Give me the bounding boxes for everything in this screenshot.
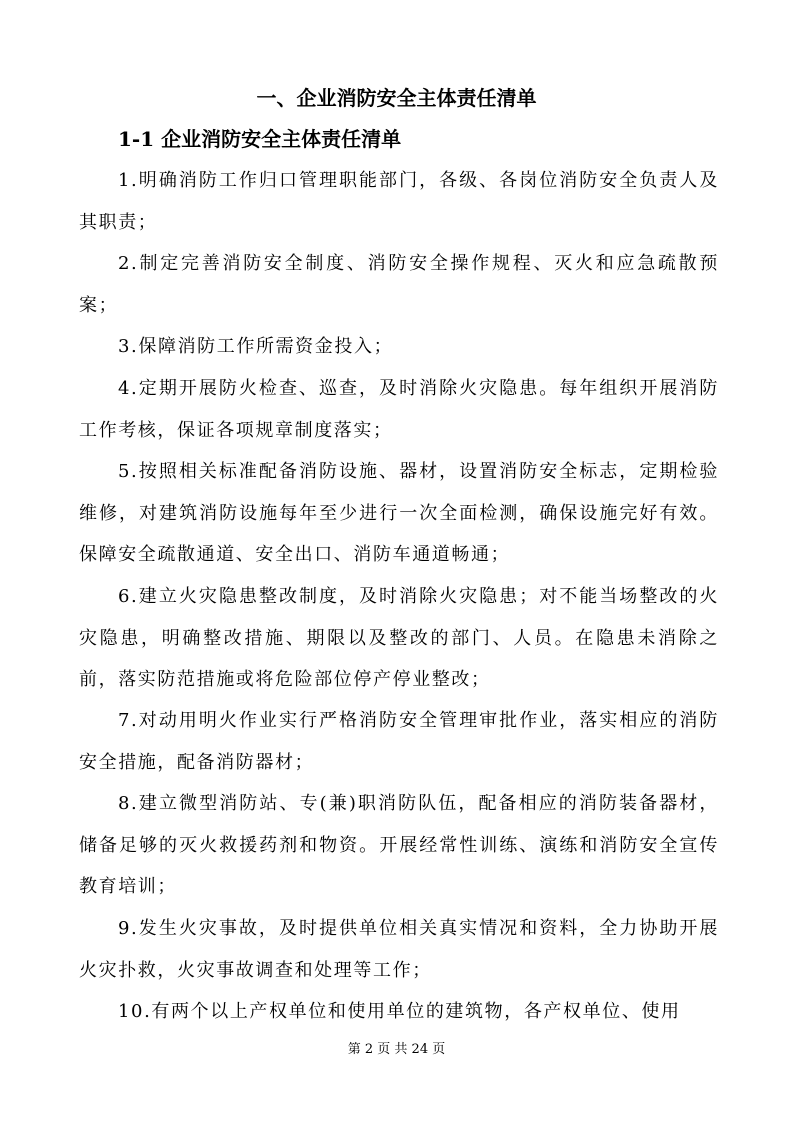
list-item: 1.明确消防工作归口管理职能部门，各级、各岗位消防安全负责人及其职责； bbox=[79, 170, 719, 233]
section-heading: 1-1 企业消防安全主体责任清单 bbox=[118, 127, 402, 151]
list-item: 3.保障消防工作所需资金投入； bbox=[118, 336, 394, 357]
list-item: 8.建立微型消防站、专(兼)职消防队伍，配备相应的消防装备器材，储备足够的灭火救援药剂和物资。开展经常性训练、演练和消防安全宣传教育培训； bbox=[79, 793, 719, 897]
list-item: 5.按照相关标准配备消防设施、器材，设置消防安全标志，定期检验维修，对建筑消防设施每年至少进行一次全面检测，确保设施完好有效。保障安全疏散通道、安全出口、消防车通道畅通； bbox=[79, 461, 719, 565]
list-item: 9.发生火灾事故，及时提供单位相关真实情况和资料，全力协助开展火灾扑救，火灾事故调查和处理等工作； bbox=[79, 918, 719, 981]
list-item: 7.对动用明火作业实行严格消防安全管理审批作业，落实相应的消防安全措施，配备消防器材； bbox=[79, 710, 719, 773]
list-item: 2.制定完善消防安全制度、消防安全操作规程、灭火和应急疏散预案； bbox=[79, 253, 719, 316]
list-item: 6.建立火灾隐患整改制度，及时消除火灾隐患；对不能当场整改的火灾隐患，明确整改措施、期限以及整改的部门、人员。在隐患未消除之前，落实防范措施或将危险部位停产停业整改； bbox=[79, 586, 719, 690]
page-number: 第 2 页 共 24 页 bbox=[347, 1042, 446, 1057]
document-title: 一、企业消防安全主体责任清单 bbox=[256, 86, 537, 110]
list-item: 4.定期开展防火检查、巡查，及时消除火灾隐患。每年组织开展消防工作考核，保证各项规章制度落实； bbox=[79, 378, 719, 441]
list-item: 10.有两个以上产权单位和使用单位的建筑物，各产权单位、使用 bbox=[118, 1001, 681, 1022]
